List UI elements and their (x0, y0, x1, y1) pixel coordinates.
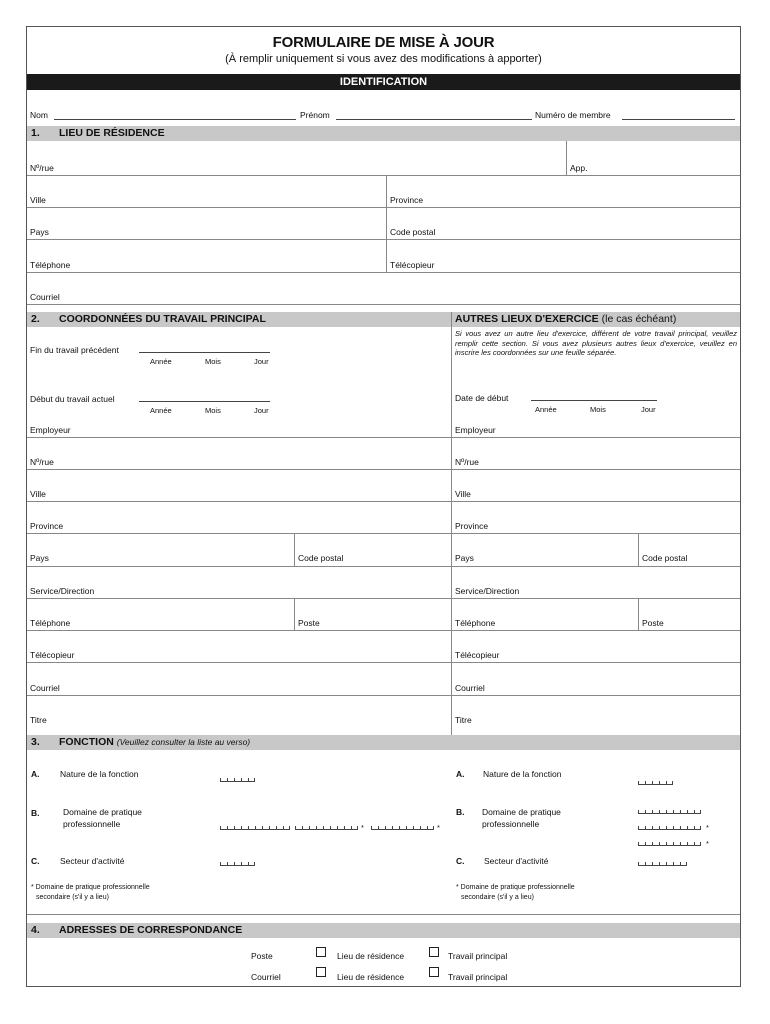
s2-poste-label: Poste (298, 618, 320, 628)
s3-right-a-label: Nature de la fonction (483, 769, 562, 779)
s2-telephone-label: Téléphone (30, 618, 71, 628)
numero-membre-label: Numéro de membre (535, 110, 611, 120)
identification-header: IDENTIFICATION (27, 74, 740, 90)
s2-service-label: Service/Direction (30, 586, 95, 596)
s2-courriel-label: Courriel (30, 683, 60, 693)
s3-c-letter: C. (31, 856, 40, 866)
s4-poste-travail-label: Travail principal (448, 951, 508, 961)
s2-code-postal-label: Code postal (298, 553, 344, 563)
s1-telecopieur-label: Télécopieur (390, 260, 435, 270)
autres-mois-label: Mois (590, 405, 606, 414)
autres-lieux-note: Si vous avez un autre lieu d'exercice, différent de votre travail principal, veuillez remplir cette section. Si vous avez plusieurs autres lieux d'exercice, veuillez en inscrire les coordonnées sur une feuille séparée. (455, 329, 737, 357)
autres-lieux-header (452, 312, 740, 327)
s1-rue-label: Nº/rue (30, 163, 54, 173)
autres-employeur-label: Employeur (455, 425, 496, 435)
section-4-header (27, 923, 740, 938)
s2-rue-label: Nº/rue (30, 457, 54, 467)
form-title: FORMULAIRE DE MISE À JOUR (272, 34, 495, 51)
section-3-number: 3. (31, 736, 40, 748)
autres-annee-label: Année (535, 405, 557, 414)
section-1-number: 1. (31, 127, 40, 139)
s3-footnote-1: * Domaine de pratique professionnelle (31, 884, 150, 891)
s3-right-b-code-field-1[interactable] (638, 810, 701, 814)
s3-b-label-1: Domaine de pratique (63, 807, 142, 817)
s4-poste-label: Poste (251, 951, 273, 961)
section-1-title: LIEU DE RÉSIDENCE (59, 127, 165, 139)
s4-courriel-label: Courriel (251, 972, 281, 982)
autres-ville-label: Ville (455, 489, 471, 499)
s3-right-a-letter: A. (456, 769, 465, 779)
s2-pays-label: Pays (30, 553, 49, 563)
prenom-field[interactable] (336, 119, 532, 120)
s2-telecopieur-label: Télécopieur (30, 650, 75, 660)
section-4-number: 4. (31, 924, 40, 936)
s3-b-letter: B. (31, 808, 40, 818)
s2-ville-label: Ville (30, 489, 46, 499)
form-frame (26, 26, 741, 987)
debut-travail-field[interactable] (139, 401, 270, 402)
s1-province-label: Province (390, 195, 424, 205)
autres-jour-label: Jour (641, 405, 656, 414)
s3-right-b-code-field-2[interactable] (638, 826, 701, 830)
fin-travail-field[interactable] (139, 352, 270, 353)
autres-poste-label: Poste (642, 618, 664, 628)
s1-telephone-label: Téléphone (30, 260, 71, 270)
s3-right-c-letter: C. (456, 856, 465, 866)
s3-b-star-1: * (361, 823, 364, 832)
s3-a-label: Nature de la fonction (60, 769, 139, 779)
autres-lieux-title-suffix: (le cas échéant) (601, 313, 677, 325)
s3-right-a-code-field[interactable] (638, 781, 673, 785)
section-3-title: FONCTION (59, 736, 114, 748)
autres-titre-label: Titre (455, 715, 472, 725)
prenom-label: Prénom (300, 110, 330, 120)
s3-right-b-letter: B. (456, 807, 465, 817)
s1-courriel-label: Courriel (30, 292, 60, 302)
s4-courriel-residence-label: Lieu de résidence (337, 972, 405, 982)
debut-mois-label: Mois (205, 406, 221, 415)
s4-courriel-travail-checkbox[interactable] (429, 967, 439, 977)
autres-lieux-title: AUTRES LIEUX D'EXERCICE (455, 313, 599, 325)
s3-b-code-field-1[interactable] (220, 826, 290, 830)
s2-employeur-label: Employeur (30, 425, 71, 435)
nom-field[interactable] (54, 119, 296, 120)
fin-travail-label: Fin du travail précédent (30, 345, 119, 355)
section-3-hint: (Veuillez consulter la liste au verso) (116, 737, 251, 747)
s3-c-label: Secteur d'activité (60, 856, 125, 866)
section-1-header (27, 126, 740, 141)
s4-courriel-travail-label: Travail principal (448, 972, 508, 982)
s3-c-code-field[interactable] (220, 862, 255, 866)
s1-code-postal-label: Code postal (390, 227, 436, 237)
form-subtitle: (À remplir uniquement si vous avez des modifications à apporter) (225, 53, 542, 65)
s3-right-b-label-1: Domaine de pratique (482, 807, 561, 817)
autres-courriel-label: Courriel (455, 683, 485, 693)
date-debut-field[interactable] (531, 400, 657, 401)
s3-right-c-label: Secteur d'activité (484, 856, 549, 866)
debut-annee-label: Année (150, 406, 172, 415)
s3-a-letter: A. (31, 769, 40, 779)
autres-telephone-label: Téléphone (455, 618, 496, 628)
s3-a-code-field[interactable] (220, 778, 255, 782)
fin-mois-label: Mois (205, 357, 221, 366)
s1-pays-label: Pays (30, 227, 49, 237)
s3-b-code-field-3[interactable] (371, 826, 434, 830)
s2-titre-label: Titre (30, 715, 47, 725)
s1-ville-label: Ville (30, 195, 46, 205)
nom-label: Nom (30, 110, 48, 120)
s1-app-label: App. (570, 163, 588, 173)
section-3-header (27, 735, 740, 750)
s3-right-b-code-field-3[interactable] (638, 842, 701, 846)
fin-annee-label: Année (150, 357, 172, 366)
autres-province-label: Province (455, 521, 489, 531)
date-debut-label: Date de début (455, 393, 509, 403)
s3-b-label-2: professionnelle (63, 819, 121, 829)
section-2-number: 2. (31, 313, 40, 325)
s3-right-b-label-2: professionnelle (482, 819, 540, 829)
s3-right-b-star-2: * (706, 839, 709, 848)
autres-service-label: Service/Direction (455, 586, 520, 596)
s3-right-footnote-2: secondaire (s'il y a lieu) (461, 894, 534, 901)
s4-poste-residence-label: Lieu de résidence (337, 951, 405, 961)
section-2-header (27, 312, 452, 327)
s3-right-c-code-field[interactable] (638, 862, 687, 866)
autres-rue-label: Nº/rue (455, 457, 479, 467)
s3-right-b-star-1: * (706, 823, 709, 832)
autres-code-postal-label: Code postal (642, 553, 688, 563)
s2-province-label: Province (30, 521, 64, 531)
s3-right-footnote-1: * Domaine de pratique professionnelle (456, 884, 575, 891)
debut-jour-label: Jour (254, 406, 269, 415)
s3-footnote-2: secondaire (s'il y a lieu) (36, 894, 109, 901)
s3-b-star-2: * (437, 823, 440, 832)
fin-jour-label: Jour (254, 357, 269, 366)
s4-courriel-residence-checkbox[interactable] (316, 967, 326, 977)
section-4-title: ADRESSES DE CORRESPONDANCE (59, 924, 243, 936)
s4-poste-travail-checkbox[interactable] (429, 947, 439, 957)
debut-travail-label: Début du travail actuel (30, 394, 115, 404)
s3-b-code-field-2[interactable] (295, 826, 358, 830)
numero-membre-field[interactable] (622, 119, 735, 120)
autres-pays-label: Pays (455, 553, 474, 563)
s4-poste-residence-checkbox[interactable] (316, 947, 326, 957)
section-2-title: COORDONNÉES DU TRAVAIL PRINCIPAL (59, 313, 266, 325)
autres-telecopieur-label: Télécopieur (455, 650, 500, 660)
